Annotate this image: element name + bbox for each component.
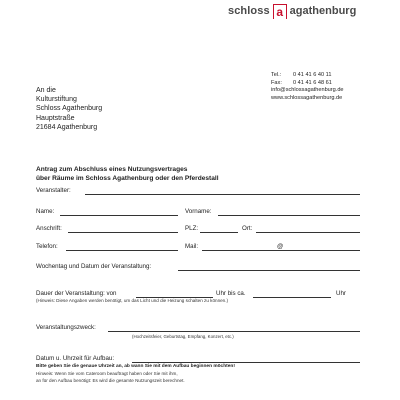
email-value: info@schlossagathenburg.de [271,87,344,94]
tel-label: Tel.: [271,72,282,78]
tel-value: 0 41 41 6 40 11 [293,72,332,78]
label-uhr: Uhr [336,290,346,297]
label-plz: PLZ: [185,225,199,232]
address-line: Hauptstraße [36,114,75,122]
label-dauer: Dauer der Veranstaltung: von [36,290,117,297]
address-line: 21684 Agathenburg [36,123,98,131]
recipient-address [36,86,102,132]
field-mail[interactable] [202,250,360,251]
label-vorname: Vorname: [185,208,212,215]
field-veranstalter[interactable] [85,194,360,195]
hint-zweck: (Hochzeitsfeier, Geburtstag, Empfang, Konzert, etc.) [132,334,234,339]
address-line: Schloss Agathenburg [36,105,103,113]
label-veranstalter: Veranstalter: [36,187,71,194]
logo-mark: a [273,4,287,19]
title-line: Antrag zum Abschluss eines Nutzungsvertrages [36,166,188,173]
web-value: www.schlossagathenburg.de [271,94,343,101]
hint-aufbau-line: an für den Aufbau benötigt: Es wird die gesamte Nutzungszeit berechnet. [36,378,185,383]
hint-dauer: (Hinweis: Diese Angaben werden benötigt, um das Licht und die Heizung schalten zu können.) [36,298,229,303]
field-wochentag[interactable] [178,270,360,271]
field-anschrift[interactable] [68,232,178,233]
label-zweck: Veranstaltungszweck: [36,324,96,331]
title-line: über Räume im Schloss Agathenburg oder den Pferdestall [36,175,219,182]
form-title [36,165,219,183]
field-plz[interactable] [200,232,238,233]
hint-aufbau-bold: Bitte geben Sie die genaue Uhrzeit an, ab wann Sie mit dem Aufbau beginnen möchten! [36,364,235,369]
fax-label: Fax: [271,79,282,86]
field-telefon[interactable] [66,250,178,251]
mail-at-sign: @ [277,243,284,250]
field-aufbau[interactable] [132,362,360,363]
label-name: Name: [36,208,55,215]
logo-word-agathenburg: agathenburg [289,5,357,17]
label-aufbau: Datum u. Uhrzeit für Aufbau: [36,355,115,362]
contact-block [271,72,344,102]
field-ort[interactable] [256,232,360,233]
label-uhr-bis: Uhr bis ca. [216,290,246,297]
label-anschrift: Anschrift: [36,225,62,232]
field-zweck[interactable] [108,331,360,332]
hint-aufbau-line: Hinweis: Wenn Sie vom Cateroom beauftragt haben oder Sie mit ihm, [36,371,178,376]
label-ort: Ort: [242,225,253,232]
label-telefon: Telefon: [36,243,58,250]
address-line: Kulturstiftung [36,96,77,104]
field-dauer-bis[interactable] [253,297,331,298]
field-vorname[interactable] [218,215,360,216]
field-name[interactable] [60,215,178,216]
label-mail: Mail: [185,243,199,250]
logo-word-schloss: schloss [228,5,270,17]
address-line: An die [36,87,56,94]
fax-value: 0 41 41 6 48 61 [293,79,332,86]
logo [228,2,356,20]
label-wochentag: Wochentag und Datum der Veranstaltung: [36,263,152,270]
